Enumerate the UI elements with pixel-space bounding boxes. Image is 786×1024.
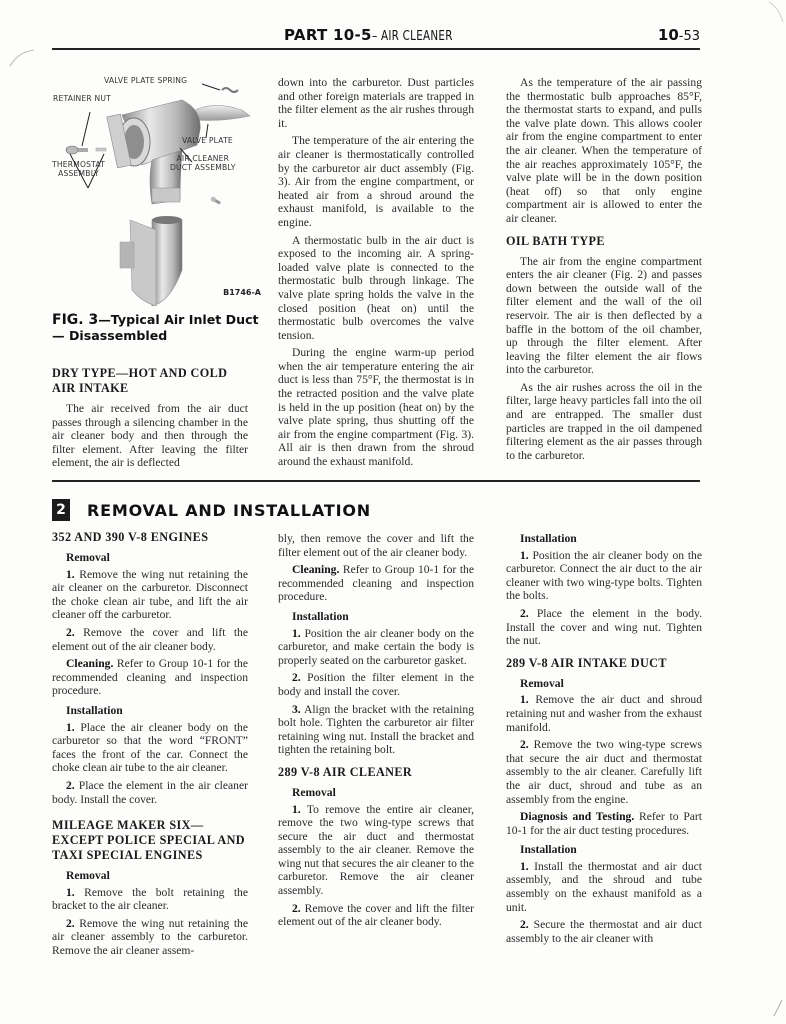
top-column-3 [506, 76, 702, 466]
step-number: 1. [66, 885, 75, 899]
step-text: Secure the thermostat and air duct assembly to the air cleaner with [506, 918, 702, 945]
step [278, 902, 474, 929]
section-title: REMOVAL AND INSTALLATION [87, 500, 371, 520]
step [52, 626, 248, 653]
step [52, 568, 248, 622]
cleaning-label: Cleaning. [292, 563, 340, 577]
step-text: Remove the wing nut retaining the air cleaner on the carburetor. Disconnect the choke clean air tube, and lift the air cleaner off the carburetor. [52, 567, 248, 622]
step-text: Remove the cover and lift the element out of the air cleaner body. [52, 625, 248, 653]
step-text: Remove the cover and lift the filter element out of the air cleaner body. [278, 901, 474, 929]
step-text: Position the filter element in the body and install the cover. [278, 671, 474, 698]
step-number: 1. [520, 693, 529, 707]
step [52, 721, 248, 775]
paragraph: During the engine warm-up period when the air temperature entering the air duct is less than 75°F, the thermostat is in the retracted position and the valve plate is held in the up position (heat on) by the valve plate spring, thus shutting off the air from the engine compartment (Fig. 3). All air is then drawn from the shroud around the exhaust manifold. [278, 346, 474, 469]
section-heading [52, 498, 371, 522]
figure-caption [52, 312, 262, 344]
figure-caption-text: —Typical Air Inlet Duct— Disassembled [52, 312, 259, 343]
step [52, 886, 248, 913]
page-corner-curl-top-right [765, 0, 785, 24]
heading-dry-type: DRY TYPE—HOT AND COLD AIR INTAKE [52, 366, 228, 395]
step-text: Place the element in the air cleaner body. Install the cover. [52, 778, 248, 806]
step-text: Remove the two wing-type screws that secure the air duct and thermostat assembly to the air cleaner. Carefully lift the air duct, shroud and tube as an assembly from the engine. [506, 738, 702, 806]
label-valve-plate-spring: VALVE PLATE SPRING [104, 76, 188, 85]
step-number: 1. [66, 720, 75, 734]
heading-mileage-maker-six: MILEAGE MAKER SIX— EXCEPT POLICE SPECIAL AND TAXI SPECIAL ENGINES [52, 818, 245, 863]
step-number: 1. [292, 626, 301, 640]
step-number: 2. [292, 671, 301, 685]
paragraph: A thermostatic bulb in the air duct is exposed to the incoming air. A spring-loaded valve plate is connected to the thermostatic bulb through linkage. The valve plate spring holds the valve in the closed position (heat on) until the thermostatic bulb overcomes the valve tension. [278, 233, 474, 342]
step [506, 738, 702, 806]
subheading-installation: Installation [520, 532, 577, 545]
step-number: 2. [66, 778, 75, 792]
page-number-suffix: -53 [678, 29, 700, 44]
step-text: Place the air cleaner body on the carburetor so that the word “FRONT” faces the front of the car. Connect the choke clean air tube to the air cleaner. [52, 720, 248, 775]
subheading-installation: Installation [66, 703, 123, 717]
step [506, 918, 702, 945]
cleaning-note [52, 657, 248, 698]
heading-352-390: 352 AND 390 V-8 ENGINES [52, 530, 209, 544]
step-number: 1. [520, 548, 529, 562]
step-number: 2. [66, 625, 75, 639]
paragraph: The temperature of the air entering the air cleaner is thermostatically controlled by the carburetor air duct assembly (Fig. 3). Air from the engine compartment, or heated air from a shroud around the exhaust manifold, is available to the engine. [278, 134, 474, 229]
step [278, 803, 474, 898]
air-inlet-duct-illustration [52, 70, 267, 310]
page-number-prefix: 10 [657, 26, 679, 44]
diagnosis-label: Diagnosis and Testing. [520, 810, 635, 824]
part-label: PART 10-5 [284, 26, 372, 44]
step [506, 860, 702, 914]
step-number: 2. [292, 901, 301, 915]
label-valve-plate: VALVE PLATE [182, 136, 233, 145]
figure-id: B1746-A [223, 288, 261, 297]
subheading-removal: Removal [66, 869, 110, 883]
bottom-column-2 [278, 532, 474, 933]
step-number: 2. [520, 738, 529, 752]
subheading-installation: Installation [520, 843, 577, 857]
page-corner-curl-top-left [8, 48, 38, 68]
page-title [284, 26, 473, 44]
page-corner-mark-bottom-right [772, 998, 784, 1018]
step [278, 703, 474, 757]
figure-number: FIG. 3 [52, 312, 99, 328]
step-number: 2. [520, 918, 529, 932]
paragraph: down into the carburetor. Dust particles and other foreign materials are trapped in the filter element as the air rushes through it. [278, 76, 474, 130]
subheading-removal: Removal [292, 785, 336, 799]
label-air-cleaner-duct-assembly [170, 154, 236, 172]
step-text: Remove the wing nut retaining the air cleaner assembly to the carburetor. Remove the air cleaner assem- [52, 916, 248, 958]
paragraph: As the temperature of the air passing the thermostatic bulb approaches 85°F, the thermostat starts to expand, and pulls the valve plate down. This allows cooler air from the engine compartment to enter the air cleaner. When the temperature of the air reaches approximately 105°F, the valve plate will be in the down position (heat off) so that only engine compartment air is allowed to enter the air cleaner. [506, 76, 702, 225]
paragraph: bly, then remove the cover and lift the filter element out of the air cleaner body. [278, 532, 474, 559]
diagnosis-text: Refer to Part 10-1 for the air duct testing procedures. [506, 810, 702, 837]
label-air-cleaner-line2: DUCT ASSEMBLY [170, 163, 236, 172]
step [506, 607, 702, 648]
page-header [52, 22, 700, 48]
section-number-badge: 2 [52, 499, 70, 521]
step [506, 693, 702, 734]
step-number: 2. [66, 916, 75, 930]
step-text: Remove the bolt retaining the bracket to the air cleaner. [52, 885, 248, 913]
heading-oil-bath-type: OIL BATH TYPE [506, 233, 605, 248]
heading-289-air-intake-duct: 289 V-8 AIR INTAKE DUCT [506, 655, 667, 670]
label-thermostat-assembly [52, 160, 105, 178]
bottom-column-3 [506, 532, 702, 949]
step [506, 549, 702, 603]
label-thermostat-line2: ASSEMBLY [58, 169, 99, 178]
top-column-1 [52, 358, 248, 474]
step-number: 2. [520, 606, 529, 620]
cleaning-text: Refer to Group 10-1 for the recommended cleaning and inspection procedure. [52, 657, 248, 698]
step [278, 627, 474, 668]
subheading-installation: Installation [292, 609, 349, 623]
part-subtitle: – AIR CLEANER [371, 29, 453, 44]
paragraph: The air from the engine compartment enters the air cleaner (Fig. 2) and passes down between the outside wall of the filter element and the wall of the oil reservoir. The air is then deflected by a baffle in the bottom of the oil chamber, up through the filter element. After leaving the filter element the air flows into the carburetor. [506, 254, 702, 377]
label-air-cleaner-line1: AIR CLEANER [176, 154, 230, 163]
paragraph: As the air rushes across the oil in the filter, large heavy particles fall into the oil and are entrapped. The smaller dust particles are trapped in the oil dampened filtering element as the air passes through to the carburetor. [506, 380, 702, 462]
step-text: Place the element in the body. Install the cover and wing nut. Tighten the nut. [506, 606, 702, 648]
step-text: Install the thermostat and air duct assembly, and the shroud and tube assembly on the exhaust manifold as a unit. [506, 859, 702, 914]
bottom-column-1 [52, 530, 248, 962]
figure-3-illustration [52, 70, 267, 310]
cleaning-text: Refer to Group 10-1 for the recommended cleaning and inspection procedure. [278, 563, 474, 604]
step-text: Position the air cleaner body on the carburetor. Connect the air duct to the air cleaner with two wing-type bolts. Tighten the bolts. [506, 548, 702, 603]
step-text: To remove the entire air cleaner, remove the two wing-type screws that secure the air duct and thermostat assembly to the air cleaner. Remove the wing nut that secures the air cleaner to the carburetor. Remove the air cleaner assembly. [278, 802, 474, 898]
step [52, 917, 248, 958]
step-text: Position the air cleaner body on the carburetor, and make certain the body is properly seated on the carburetor gasket. [278, 626, 474, 667]
cleaning-note [278, 563, 474, 604]
step-number: 1. [292, 802, 301, 816]
section-rule [52, 480, 700, 482]
page-number [658, 26, 700, 44]
step-number: 3. [292, 702, 301, 716]
header-rule [52, 48, 700, 50]
step [278, 671, 474, 698]
subheading-removal: Removal [66, 551, 110, 564]
step-number: 1. [66, 567, 75, 581]
step-text: Remove the air duct and shroud retaining nut and washer from the exhaust manifold. [506, 693, 702, 734]
diagnosis-note [506, 810, 702, 837]
paragraph: The air received from the air duct passes through a silencing chamber in the air cleaner body and then through the filter element. After leaving the filter element, the air is deflected [52, 402, 248, 470]
step-number: 1. [520, 859, 529, 873]
heading-289-air-cleaner: 289 V-8 AIR CLEANER [278, 764, 413, 779]
top-column-2 [278, 76, 474, 473]
subheading-removal: Removal [520, 676, 564, 690]
cleaning-label: Cleaning. [66, 657, 114, 671]
step [52, 779, 248, 806]
label-thermostat-line1: THERMOSTAT [52, 160, 106, 169]
label-retainer-nut: RETAINER NUT [53, 94, 112, 103]
step-text: Align the bracket with the retaining bolt hole. Tighten the carburetor air filter retaining wing nut. Install the bracket and tighten the retaining bolt. [278, 702, 474, 757]
